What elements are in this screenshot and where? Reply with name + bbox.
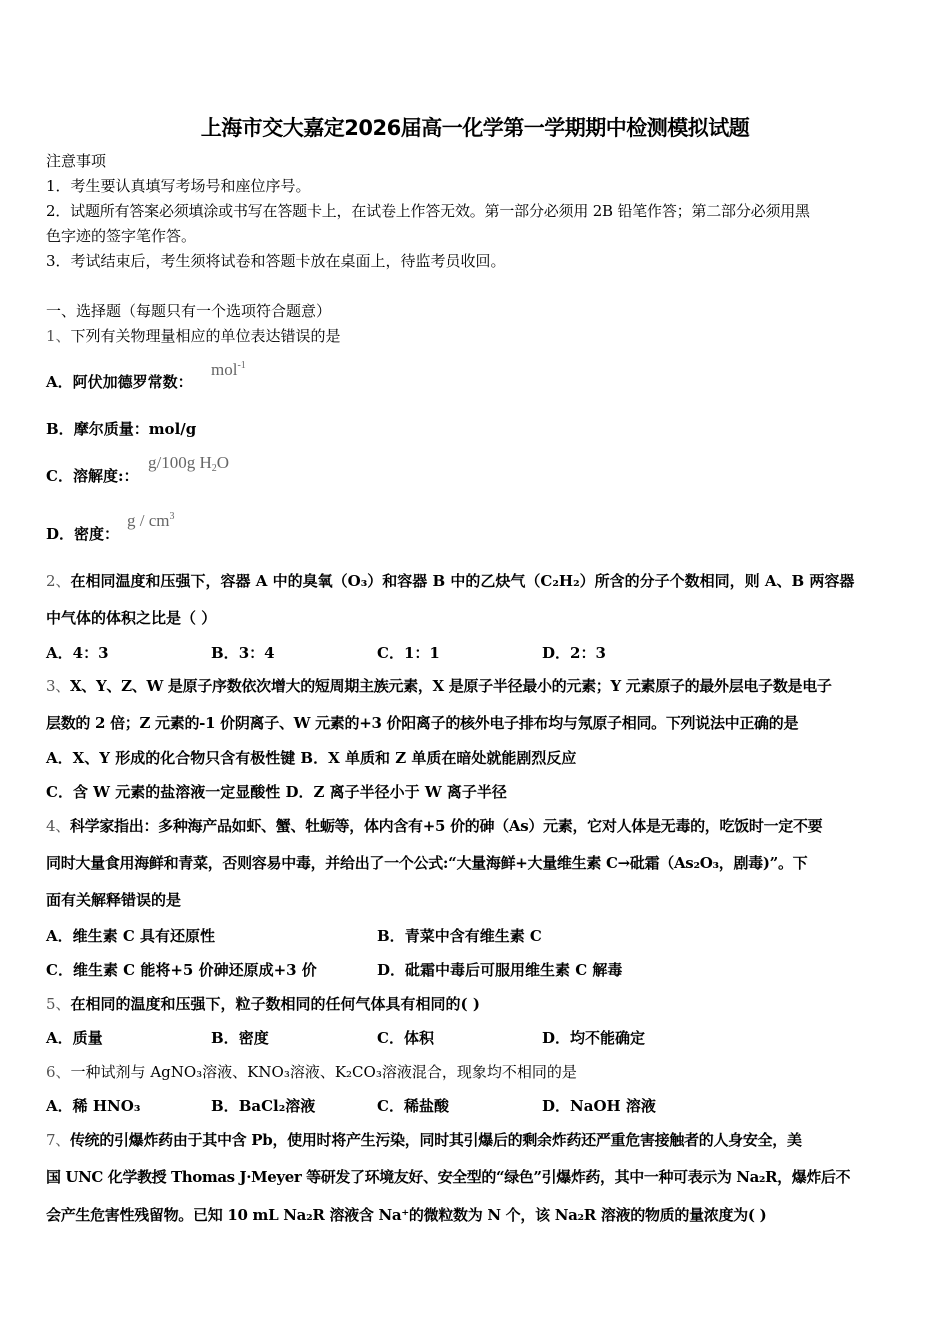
question-number: 4、 xyxy=(46,817,70,835)
question-text: X、Y、Z、W 是原子序数依次增大的短周期主族元素，X 是原子半径最小的元素；Y 元素原子的最外层电子数是电子 xyxy=(69,677,832,695)
section-heading: 一、选择题（每题只有一个选项符合题意） xyxy=(46,302,332,320)
question-6-option-d: D．NaOH 溶液 xyxy=(542,1097,656,1115)
question-3-options-line-1: A．X、Y 形成的化合物只含有极性键 B．X 单质和 Z 单质在暗处就能剧烈反应 xyxy=(46,749,577,767)
question-7-stem-line-2: 国 UNC 化学教授 Thomas J·Meyer 等研发了环境友好、安全型的“绿色”引爆炸药，其中一种可表示为 Na₂R，爆炸后不 xyxy=(46,1168,851,1186)
question-text: 下列有关物理量相应的单位表达错误的是 xyxy=(70,327,341,345)
option-label: B． xyxy=(46,420,74,438)
question-4-option-c: C．维生素 C 能将+5 价砷还原成+3 价 xyxy=(46,961,317,979)
question-number: 3、 xyxy=(46,677,70,695)
notice-heading: 注意事项 xyxy=(46,152,107,170)
question-number: 7、 xyxy=(46,1131,70,1149)
question-1-option-a xyxy=(46,372,193,392)
question-2-option-c: C．1：1 xyxy=(377,644,440,662)
option-text: 溶解度:： xyxy=(72,467,139,485)
question-4-option-a: A．维生素 C 具有还原性 xyxy=(46,927,216,945)
question-2-stem-line-1 xyxy=(46,571,854,591)
question-2-option-a: A．4：3 xyxy=(46,644,109,662)
option-text: 阿伏加德罗常数： xyxy=(72,373,193,391)
question-6-option-c: C．稀盐酸 xyxy=(377,1097,449,1115)
question-text: 一种试剂与 AgNO₃溶液、KNO₃溶液、K₂CO₃溶液混合，现象均不相同的是 xyxy=(70,1063,577,1081)
question-text: 传统的引爆炸药由于其中含 Pb，使用时将产生污染，同时其引爆后的剩余炸药还严重危害接触者的人身安全，美 xyxy=(69,1131,802,1149)
unit-solubility: g/100g $H_2O$ xyxy=(148,453,230,474)
question-number: 5、 xyxy=(46,995,71,1013)
question-7-stem-line-3: 会产生危害性残留物。已知 10 mL Na₂R 溶液含 Na⁺的微粒数为 N 个，该 Na₂R 溶液的物质的量浓度为( ) xyxy=(46,1206,767,1224)
question-1-option-b xyxy=(46,419,196,439)
option-label: D． xyxy=(46,525,75,543)
question-2-stem-line-2: 中气体的体积之比是（ ） xyxy=(46,609,217,627)
question-1-stem xyxy=(46,326,341,346)
question-3-stem-line-1 xyxy=(46,676,832,696)
option-text: 密度： xyxy=(74,525,120,543)
question-1-option-d xyxy=(46,524,119,544)
question-2-option-d: D．2：3 xyxy=(542,644,606,662)
question-2-option-b: B．3：4 xyxy=(211,644,275,662)
question-7-stem-line-1 xyxy=(46,1130,802,1150)
notice-item-2: 2．试题所有答案必须填涂或书写在答题卡上，在试卷上作答无效。第一部分必须用 2B 铅笔作答；第二部分必须用黑 xyxy=(46,202,810,220)
question-4-option-b: B．青菜中含有维生素 C xyxy=(377,927,542,945)
question-number: 6、 xyxy=(46,1063,71,1081)
question-5-option-c: C．体积 xyxy=(377,1029,434,1047)
notice-item-3: 3．考试结束后，考生须将试卷和答题卡放在桌面上，待监考员收回。 xyxy=(46,252,506,270)
question-text: 在相同的温度和压强下，粒子数相同的任何气体具有相同的( ) xyxy=(70,995,480,1013)
question-5-option-b: B．密度 xyxy=(211,1029,269,1047)
unit-mol-inverse: mol$^{-1}$ xyxy=(211,360,246,379)
question-6-option-a: A．稀 HNO₃ xyxy=(46,1097,141,1115)
question-text: 在相同温度和压强下，容器 A 中的臭氧（O₃）和容器 B 中的乙炔气（C₂H₂）所含的分子个数相同，则 A、B 两容器 xyxy=(70,572,855,590)
question-1-option-c xyxy=(46,466,139,486)
question-5-stem xyxy=(46,994,480,1014)
question-3-options-line-2: C．含 W 元素的盐溶液一定显酸性 D．Z 离子半径小于 W 离子半径 xyxy=(46,783,507,801)
question-4-stem-line-2: 同时大量食用海鲜和青菜，否则容易中毒，并给出了一个公式:“大量海鲜+大量维生素 C→砒霜（As₂O₃，剧毒)”。下 xyxy=(46,854,808,872)
question-4-option-d: D．砒霜中毒后可服用维生素 C 解毒 xyxy=(377,961,623,979)
question-text: 科学家指出：多种海产品如虾、蟹、牡蛎等，体内含有+5 价的砷（As）元素，它对人体是无毒的，吃饭时一定不要 xyxy=(69,817,823,835)
question-6-stem xyxy=(46,1062,577,1082)
question-4-stem-line-1 xyxy=(46,816,822,836)
question-number: 2、 xyxy=(46,572,71,590)
question-3-stem-line-2: 层数的 2 倍；Z 元素的-1 价阴离子、W 元素的+3 价阳离子的核外电子排布均与氖原子相同。下列说法中正确的是 xyxy=(46,714,799,732)
document-title: 上海市交大嘉定2026届高一化学第一学期期中检测模拟试题 xyxy=(200,116,750,140)
question-4-stem-line-3: 面有关解释错误的是 xyxy=(46,891,182,909)
question-number: 1、 xyxy=(46,327,71,345)
notice-item-1: 1．考生要认真填写考场号和座位序号。 xyxy=(46,177,311,195)
question-5-option-a: A．质量 xyxy=(46,1029,103,1047)
question-5-option-d: D．均不能确定 xyxy=(542,1029,646,1047)
option-label: C． xyxy=(46,467,73,485)
notice-item-2-cont: 色字迹的签字笔作答。 xyxy=(46,227,197,245)
unit-density: g / $cm^3$ xyxy=(127,511,175,530)
question-6-option-b: B．BaCl₂溶液 xyxy=(211,1097,316,1115)
option-text: 摩尔质量：mol/g xyxy=(73,420,197,438)
option-label: A． xyxy=(46,373,73,391)
